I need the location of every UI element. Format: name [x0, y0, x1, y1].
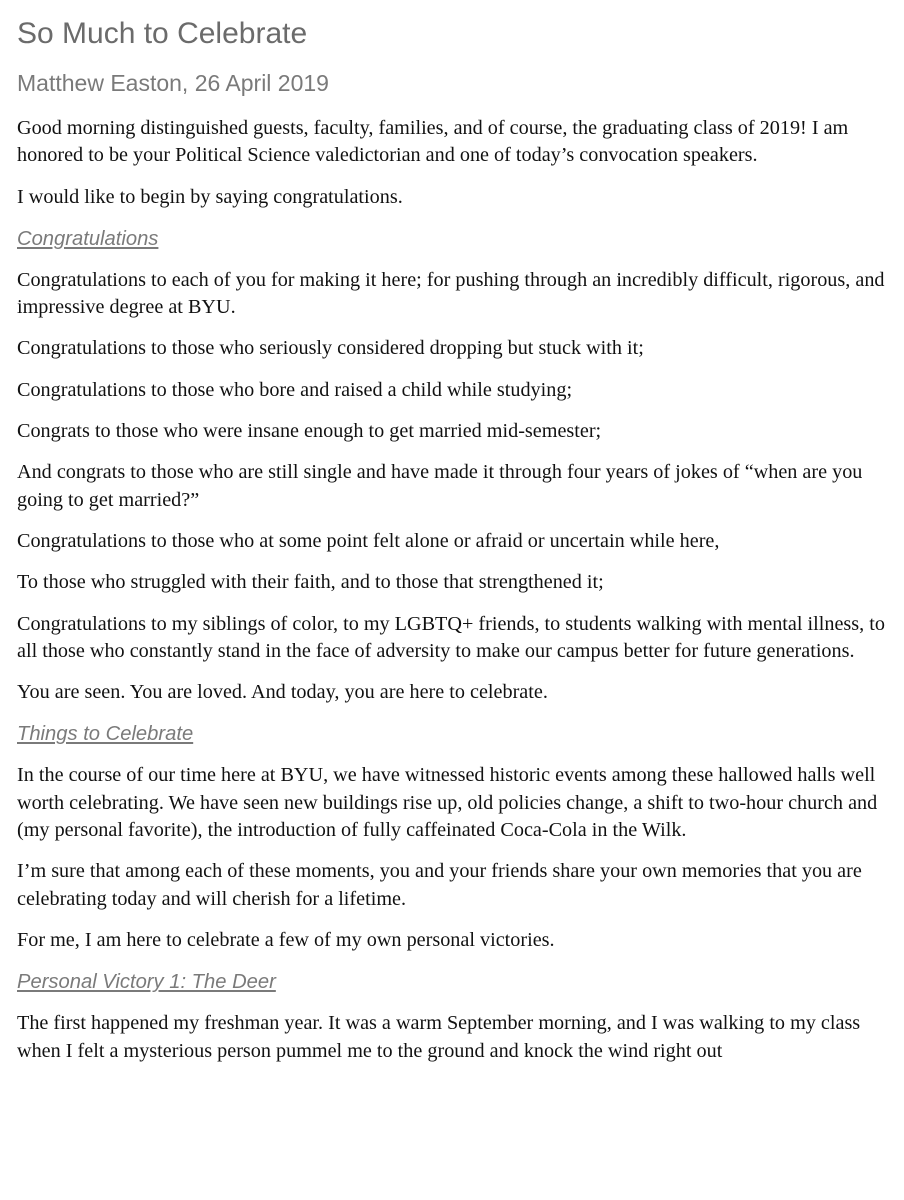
paragraph-seen-loved: You are seen. You are loved. And today, you are here to celebrate.	[17, 681, 548, 704]
document-page	[17, 0, 887, 1065]
paragraph-congrats-each: Congratulations to each of you for making it here; for pushing through an incredibly difficult, rigorous, and impressive degree at BYU.	[17, 268, 885, 319]
paragraph-begin: I would like to begin by saying congratulations.	[17, 185, 403, 208]
section-heading-things-to-celebrate: Things to Celebrate	[17, 723, 194, 746]
section-heading-congratulations: Congratulations	[17, 227, 159, 250]
paragraph-siblings: Congratulations to my siblings of color, to my LGBTQ+ friends, to students walking with mental illness, to all those who constantly stand in the face of adversity to make our campus better for future generations.	[17, 612, 885, 662]
paragraph-greeting: Good morning distinguished guests, faculty, families, and of course, the graduating class of 2019! I am honored to be your Political Science valedictorian and one of today’s convocation speakers.	[17, 117, 849, 167]
paragraph-personal-victories: For me, I am here to celebrate a few of my own personal victories.	[17, 928, 555, 951]
paragraph-memories: I’m sure that among each of these moments, you and your friends share your own memories that you are celebrating today and will cherish for a lifetime.	[17, 860, 862, 910]
paragraph-freshman-year: The first happened my freshman year. It was a warm September morning, and I was walking to my class when I felt a mysterious person pummel me to the ground and knock the wind right out	[17, 1012, 861, 1062]
paragraph-congrats-married: Congrats to those who were insane enough to get married mid-semester;	[17, 420, 602, 443]
paragraph-faith: To those who struggled with their faith, and to those that strengthened it;	[17, 571, 604, 594]
section-heading-the-deer: Personal Victory 1: The Deer	[17, 971, 276, 994]
paragraph-congrats-child: Congratulations to those who bore and raised a child while studying;	[17, 378, 573, 401]
author-date-line: Matthew Easton, 26 April 2019	[17, 70, 329, 96]
paragraph-congrats-alone: Congratulations to those who at some point felt alone or afraid or uncertain while here,	[17, 529, 720, 552]
paragraph-historic-events: In the course of our time here at BYU, we have witnessed historic events among these hallowed halls well worth celebrating. We have seen new buildings rise up, old policies change, a shift to two-hour church and (my personal favorite), the introduction of fully caffeinated Coca-Cola in the Wilk.	[17, 764, 878, 842]
paragraph-congrats-single: And congrats to those who are still single and have made it through four years of jokes of “when are you going to get married?”	[17, 461, 863, 511]
paragraph-congrats-dropping: Congratulations to those who seriously considered dropping but stuck with it;	[17, 337, 644, 360]
document-title: So Much to Celebrate	[17, 17, 308, 50]
